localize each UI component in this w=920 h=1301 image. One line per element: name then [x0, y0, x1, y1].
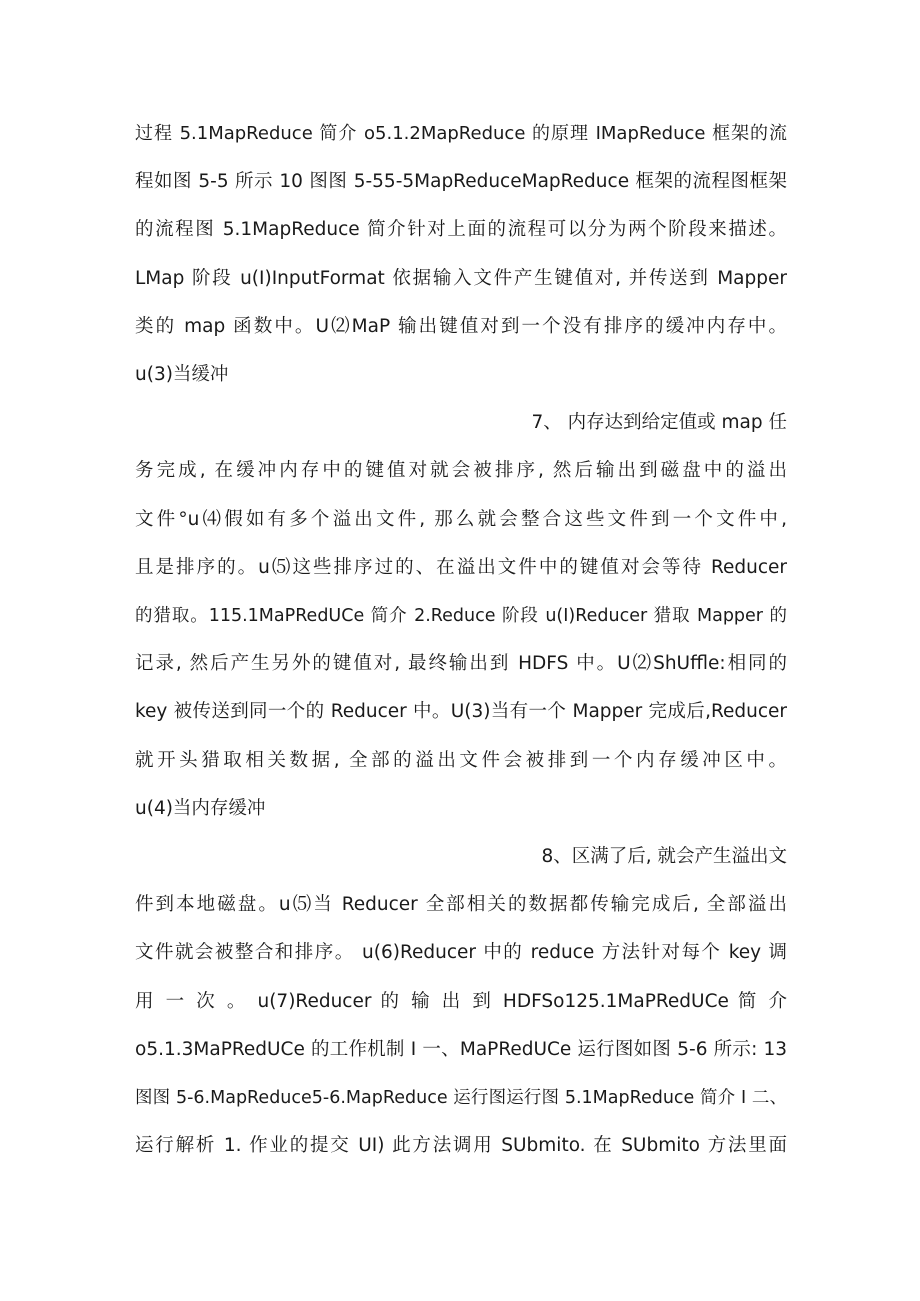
text-line-9: 文件°u⑷假如有多个溢出文件, 那么就会整合这些文件到一个文件中,	[135, 509, 787, 530]
text-line-18: 文件就会被整合和排序。 u(6)Reducer 中的 reduce 方法针对每个 key 调	[135, 942, 787, 963]
text-line-20: o5.1.3MaPRedUCe 的工作机制 I 一、MaPRedUCe 运行图如图 5-6 所示: 13	[135, 1039, 787, 1060]
text-line-4: LMap 阶段 u(I)InputFormat 依据输入文件产生键值对, 并传送到 Mapper	[135, 268, 787, 289]
text-line-15: u(4)当内存缓冲	[135, 798, 266, 819]
text-line-16: 8、区满了后, 就会产生溢出文	[541, 846, 787, 867]
text-line-14: 就开头猎取相关数据, 全部的溢出文件会被排到一个内存缓冲区中。	[135, 750, 787, 771]
text-line-17: 件到本地磁盘。u⑸当 Reducer 全部相关的数据都传输完成后, 全部溢出	[135, 894, 787, 915]
text-line-2: 程如图 5-5 所示 10 图图 5-55-5MapReduceMapReduce 框架的流程图框架	[135, 171, 787, 192]
text-line-22: 运行解析 1. 作业的提交 UI) 此方法调用 SUbmito. 在 SUbmito 方法里面	[135, 1135, 787, 1156]
text-line-7: 7、 内存达到给定值或 map 任	[531, 412, 787, 433]
text-line-3: 的流程图 5.1MapReduce 简介针对上面的流程可以分为两个阶段来描述。	[135, 219, 787, 240]
text-line-8: 务完成, 在缓冲内存中的键值对就会被排序, 然后输出到磁盘中的溢出	[135, 460, 787, 481]
text-line-19: 用 一 次 。 u(7)Reducer 的 输 出 到 HDFSo125.1MaPRedUCe 简 介	[135, 991, 787, 1012]
text-line-10: 且是排序的。u⑸这些排序过的、在溢出文件中的键值对会等待 Reducer	[135, 557, 787, 578]
text-line-21: 图图 5-6.MapReduce5-6.MapReduce 运行图运行图 5.1MapReduce 简介 I 二、	[135, 1088, 787, 1108]
text-line-12: 记录, 然后产生另外的键值对, 最终输出到 HDFS 中。U⑵ShUffle:相同的	[135, 653, 787, 674]
text-line-11: 的猎取。115.1MaPRedUCe 简介 2.Reduce 阶段 u(I)Reducer 猎取 Mapper 的	[135, 606, 787, 626]
text-line-13: key 被传送到同一个的 Reducer 中。U(3)当有一个 Mapper 完成后,Reducer	[135, 701, 787, 722]
text-line-5: 类的 map 函数中。U⑵MaP 输出键值对到一个没有排序的缓冲内存中。	[135, 316, 787, 337]
text-line-1: 过程 5.1MapReduce 简介 o5.1.2MapReduce 的原理 IMapReduce 框架的流	[135, 123, 787, 144]
text-line-6: u(3)当缓冲	[135, 364, 229, 385]
